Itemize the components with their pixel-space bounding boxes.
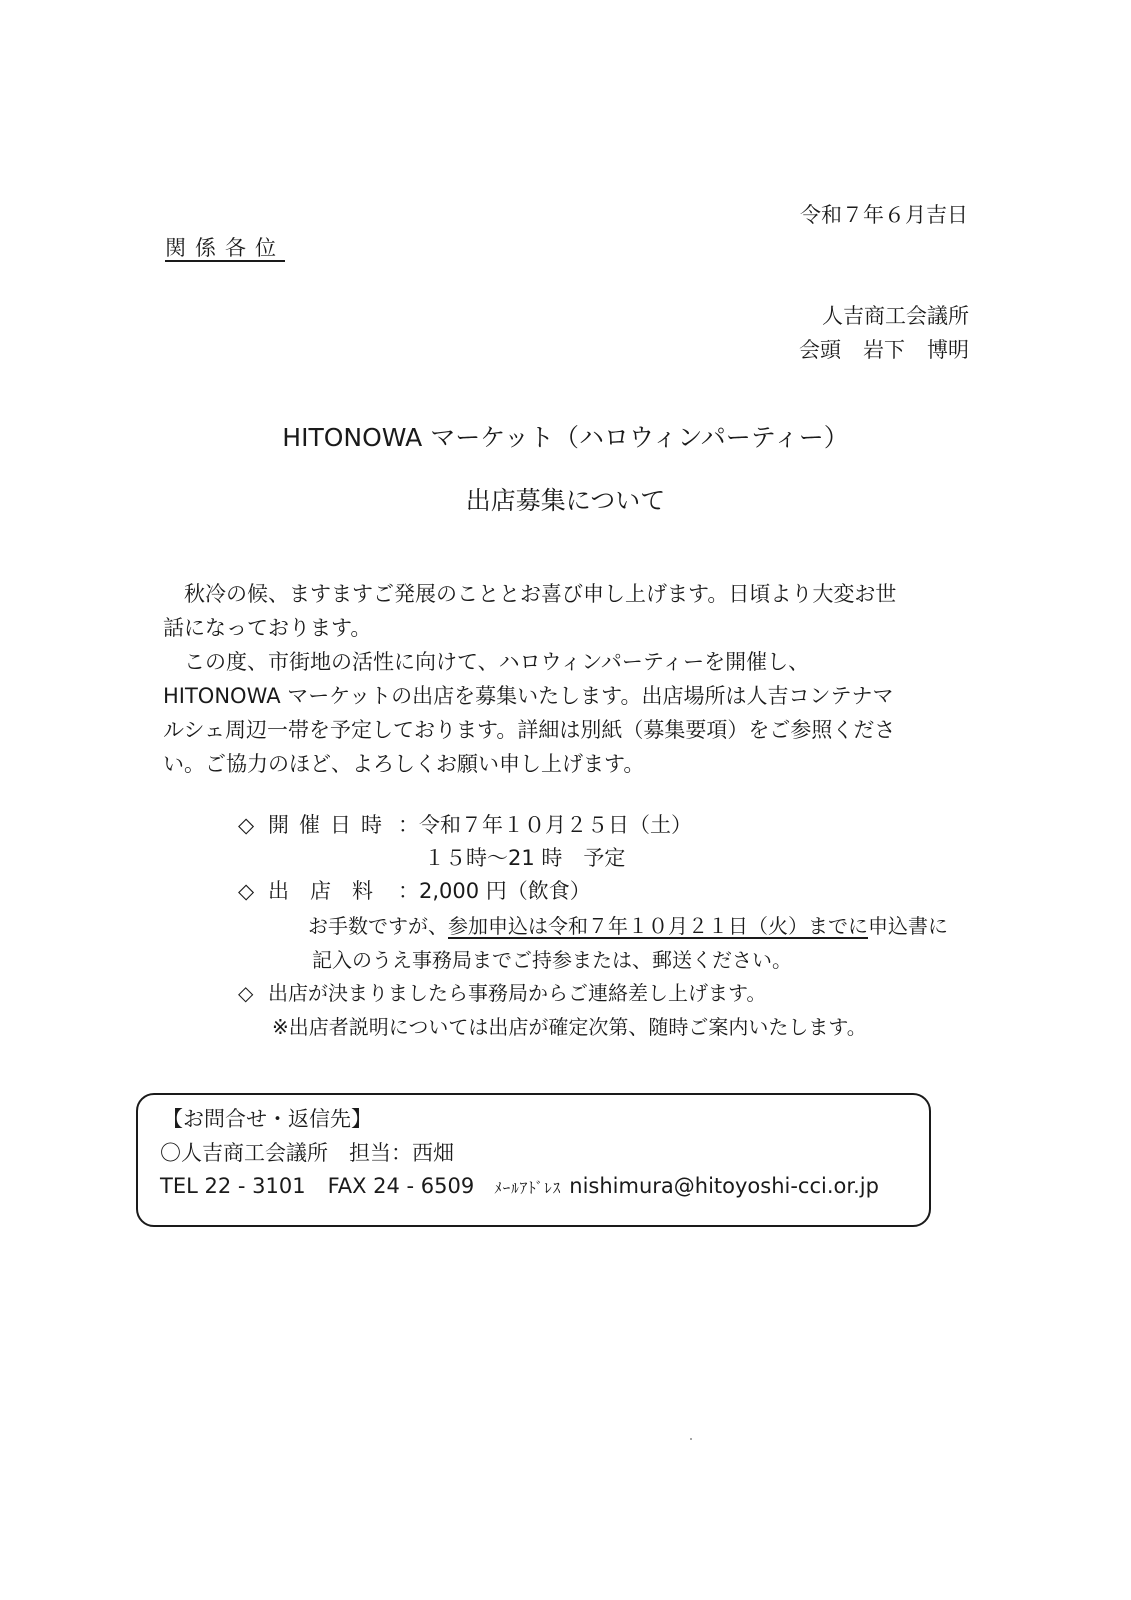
diamond-icon: ◇ — [238, 813, 255, 837]
application-note-line2: 記入のうえ事務局までご持参または、郵送ください。 — [312, 948, 792, 972]
sender-given-name: 博明 — [927, 338, 969, 362]
event-date-value: ：令和７年１０月２５日（土） — [398, 813, 692, 837]
body-text — [163, 577, 973, 781]
document-title: HITONOWA マーケット（ハロウィンパーティー） — [282, 423, 849, 452]
document-subtitle: 出店募集について — [465, 486, 666, 515]
application-note-suffix: 申込書に — [868, 914, 948, 938]
sender-person — [799, 340, 969, 361]
body-line: HITONOWA マーケットの出店を募集いたします。出店場所は人吉コンテナマ — [163, 684, 894, 708]
contact-notice: 出店が決まりましたら事務局からご連絡差し上げます。 — [268, 981, 767, 1005]
issue-date: 令和７年６月吉日 — [800, 203, 968, 227]
fee-row — [238, 881, 591, 902]
fee-value: ：2,000 円（飲食） — [398, 879, 591, 903]
fee-label: 出店料 — [268, 879, 394, 903]
application-note-prefix: お手数ですが、 — [308, 914, 448, 938]
event-date-row — [238, 815, 692, 836]
contact-box — [136, 1093, 931, 1227]
application-deadline: 参加申込は令和７年１０月２１日（火）までに — [448, 914, 868, 938]
body-line: い。ご協力のほど、よろしくお願い申し上げます。 — [163, 752, 645, 776]
contact-tel: TEL 22 - 3101 — [160, 1174, 306, 1198]
diamond-icon: ◇ — [238, 879, 255, 903]
contact-organization: 〇人吉商工会議所 担当：西畑 — [160, 1141, 454, 1165]
event-date-label: 開催日時 — [268, 813, 392, 837]
application-note — [308, 916, 948, 936]
body-line: この度、市街地の活性に向けて、ハロウィンパーティーを開催し、 — [163, 650, 810, 674]
email-label: ﾒｰﾙｱﾄﾞﾚｽ — [494, 1179, 562, 1197]
sender-title: 会頭 — [799, 338, 841, 362]
body-line: 話になっております。 — [163, 616, 372, 640]
contact-fax: FAX 24 - 6509 — [327, 1174, 475, 1198]
body-line: 秋冷の候、ますますご発展のこととお喜び申し上げます。日頃より大変お世 — [163, 582, 897, 606]
event-time-value: １５時～21 時 予定 — [424, 846, 626, 870]
addressee: 関係各位 — [165, 236, 285, 260]
sender-organization: 人吉商工会議所 — [822, 304, 969, 328]
remark: ※出店者説明については出店が確定次第、随時ご案内いたします。 — [272, 1015, 867, 1039]
sender-family-name: 岩下 — [863, 338, 905, 362]
diamond-icon: ◇ — [238, 981, 254, 1005]
scan-speck — [690, 1438, 692, 1440]
contact-heading: 【お問合せ・返信先】 — [162, 1107, 372, 1131]
body-line: ルシェ周辺一帯を予定しております。詳細は別紙（募集要項）をご参照くださ — [163, 718, 896, 742]
contact-numbers — [160, 1176, 879, 1197]
contact-email[interactable]: nishimura@hitoyoshi-cci.or.jp — [569, 1174, 879, 1198]
contact-notice-row — [238, 983, 766, 1003]
